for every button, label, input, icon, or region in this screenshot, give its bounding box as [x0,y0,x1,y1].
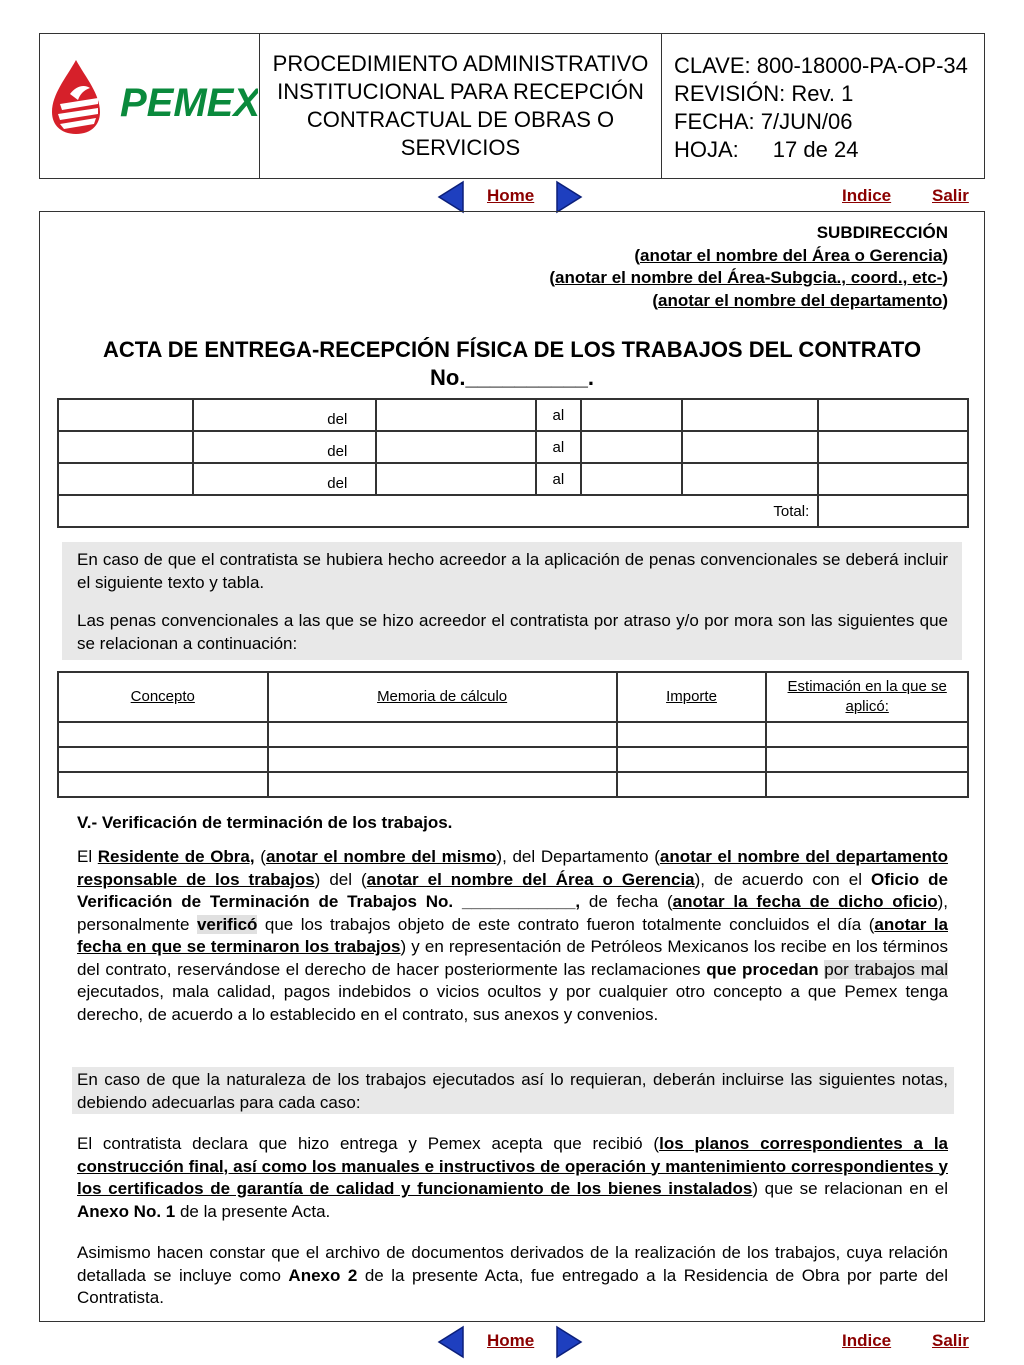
arrow-right-icon[interactable] [555,180,583,214]
del-label: del [327,474,348,492]
pemex-logo-icon [40,34,258,178]
section-v-paragraph: El Residente de Obra, (anotar el nombre del mismo), del Departamento (anotar el nombre del departamento responsable de los trabajos) del (anotar el nombre del Área o Gerencia), de acuerdo con el Oficio de Verificación de Terminación de Trabajos No. ____________, de fecha (anotar la fecha de dicho oficio), personalmente verificó que los trabajos objeto de este contrato fueron totalmente concluidos el día (anotar la fecha en que se terminaron los trabajos) y en representación de Petróleos Mexicanos los recibe en los términos del contrato, reservándose el derecho de hacer posteriormente las reclamaciones que procedan por trabajos mal ejecutados, mala calidad, pagos indebidos o vicios ocultos y por cualquier otro concepto a que Pemex tenga derecho, de acuerdo a lo establecido en el contrato, sus anexos y convenios. [77,847,949,1024]
table-row [58,772,968,797]
nombre-mismo-placeholder: anotar el nombre del mismo [265,847,497,866]
periods-table-grid [57,398,969,528]
fecha-text: FECHA: 7/JUN/06 [674,109,853,134]
total-value [818,495,968,527]
nota-planos: El contratista declara que hizo entrega y Pemex acepta que recibió (los planos correspondientes a la construcción final, así como los manuales e instructivos de operación y mantenimiento correspondientes y los certificados de garantía de calidad y funcionamiento de los bienes instalados) que se relacionan en el Anexo No. 1 de la presente Acta. [77,1134,949,1221]
subdireccion-block: SUBDIRECCIÓN (anotar el nombre del Área o Gerencia) (anotar el nombre del Área-Subgcia., coord., etc-) (anotar el nombre del departamento) [549,223,948,310]
residente-obra: Residente de Obra, [97,847,255,866]
svg-text:PEMEX: PEMEX [120,81,258,125]
table-row [58,431,968,463]
salir-link[interactable]: Salir [932,1331,969,1350]
que-procedan: que procedan [706,959,819,979]
total-row [58,495,968,527]
arrow-left-icon[interactable] [437,180,465,214]
nombre-area-placeholder: anotar el nombre del Área o Gerencia [366,869,695,889]
arrow-left-icon[interactable] [437,1325,465,1359]
anexo-2: Anexo 2 [288,1265,358,1285]
area-gerencia-placeholder: anotar el nombre del Área o Gerencia [640,245,943,265]
hoja-label: HOJA: [674,137,739,162]
col-importe: Importe [617,672,767,722]
table-row [58,722,968,747]
acta-title [40,336,984,392]
table-row [58,399,968,431]
logo-cell [40,34,260,178]
nombre-departamento-placeholder: anotar el nombre del departamento responsable de los trabajos [77,847,948,889]
document-metadata [662,34,984,178]
total-label: Total: [58,495,818,527]
title-line-4: SERVICIOS [400,135,521,160]
del-label: del [327,410,348,428]
home-link[interactable]: Home [487,186,535,205]
hoja-row [674,136,984,164]
col-estimacion: Estimación en la que se aplicó: [766,672,968,722]
table-row [58,747,968,772]
document-body [39,211,985,1322]
departamento-placeholder: anotar el nombre del departamento [657,290,943,310]
al-label: al [536,399,581,431]
title-line-2: INSTITUCIONAL PARA RECEPCIÓN [277,79,644,104]
col-concepto: Concepto [58,672,268,722]
por-trabajos-mal: por trabajos mal [824,959,948,979]
oficio-verificacion: Oficio de Verificación de Terminación de Trabajos No. ____________, [77,869,949,911]
clave-text: CLAVE: 800-18000-PA-OP-34 [674,53,968,78]
bottom-navigation [0,1322,1024,1362]
hoja-value: 17 de 24 [772,137,859,162]
penas-note-p1: En caso de que el contratista se hubiera hecho acreedor a la aplicación de penas convencionales se deberá incluir el siguiente texto y tabla. [77,550,948,592]
table-row [58,463,968,495]
acta-title-line-2: No.__________. [430,365,594,390]
penas-header-row [58,672,968,722]
fecha-termino-placeholder: anotar la fecha en que se terminaron los trabajos [77,914,948,956]
acta-title-line-1: ACTA DE ENTREGA-RECEPCIÓN FÍSICA DE LOS TRABAJOS DEL CONTRATO [102,337,922,362]
arrow-right-icon[interactable] [555,1325,583,1359]
revision-text: REVISIÓN: Rev. 1 [674,81,854,106]
procedure-title [260,34,662,178]
anexo-1: Anexo No. 1 [77,1201,176,1221]
penas-note-p2: Las penas convencionales a las que se hizo acreedor el contratista por atraso y/o por mora son las siguientes que se relacionan a continuación: [77,611,948,653]
verifico-text: verificó [196,914,258,934]
document-header [39,33,985,179]
col-memoria: Memoria de cálculo [268,672,617,722]
subdireccion-title: SUBDIRECCIÓN [816,223,948,242]
home-link[interactable]: Home [487,1331,535,1350]
subgerencia-placeholder: anotar el nombre del Área-Subgcia., coord., etc- [555,268,943,287]
al-label: al [536,431,581,463]
title-line-1: PROCEDIMIENTO ADMINISTRATIVO [272,51,649,76]
del-label: del [327,442,348,460]
section-v-title: V.- Verificación de terminación de los trabajos. [77,813,453,832]
planos-manuales-placeholder: los planos correspondientes a la construcción final, así como los manuales e instructivos de operación y mantenimiento correspondientes y los certificados de garantía de calidad y funcionamiento de los bienes instalados [77,1134,949,1198]
salir-link[interactable]: Salir [932,186,969,205]
notas-intro: En caso de que la naturaleza de los trabajos ejecutados así lo requieran, deberán incluirse las siguientes notas, debiendo adecuarlas para cada caso: [77,1070,948,1112]
title-line-3: CONTRACTUAL DE OBRAS O [306,107,615,132]
nota-archivo: Asimismo hacen constar que el archivo de documentos derivados de la realización de los trabajos, cuya relación detallada se incluye como Anexo 2 de la presente Acta, fue entregado a la Residencia de Obra por parte del Contratista. [77,1243,949,1307]
indice-link[interactable]: Indice [842,186,892,205]
penas-table [57,671,969,798]
fecha-oficio-placeholder: anotar la fecha de dicho oficio [672,892,938,911]
al-label: al [536,463,581,495]
indice-link[interactable]: Indice [842,1331,892,1350]
